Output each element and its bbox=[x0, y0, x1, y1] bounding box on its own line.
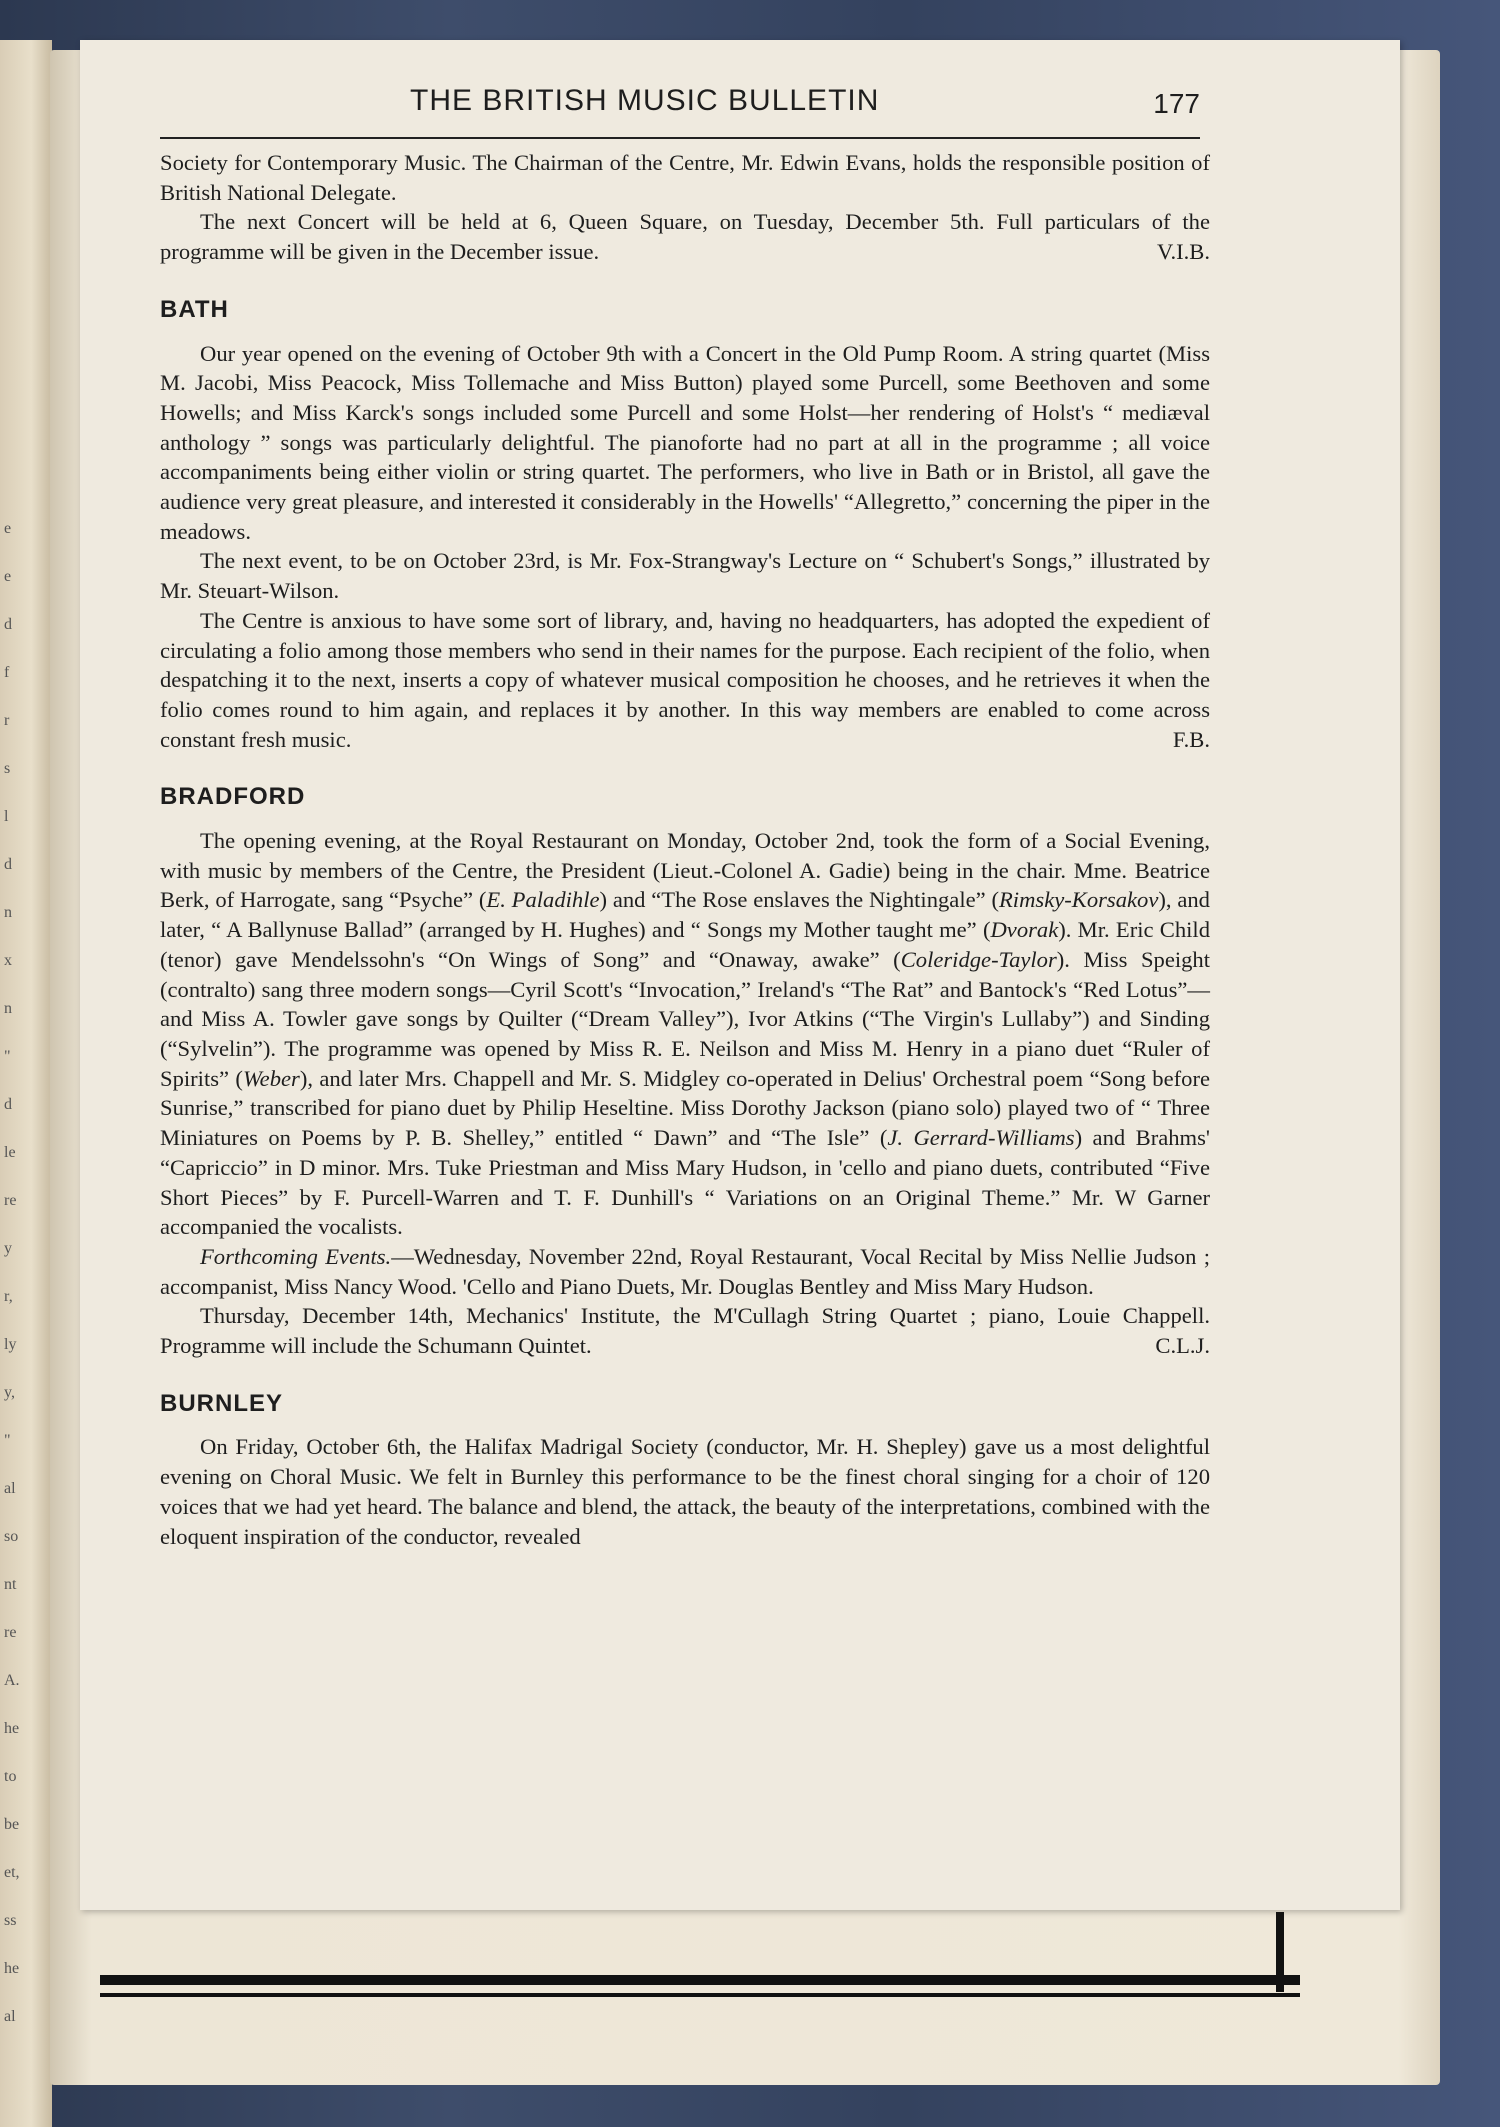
left-page-fragment: ss bbox=[4, 1912, 17, 1929]
left-page-fragment: n bbox=[4, 1000, 12, 1017]
left-page-fragment: e bbox=[4, 520, 12, 537]
heading-bath: BATH bbox=[160, 295, 229, 323]
left-page-fragment: re bbox=[4, 1624, 17, 1641]
left-page-fragment: y bbox=[4, 1240, 12, 1257]
bradford-paragraph-2: Forthcoming Events.—Wednesday, November 22nd, Royal Restaurant, Vocal Recital by Miss Nellie Judson ; accompanist, Miss Nancy Wood. 'Cello and Piano Duets, Mr. Douglas Bentley and Miss Mary Hudson. bbox=[160, 1243, 1210, 1299]
left-page-fragment: r bbox=[4, 712, 10, 729]
left-page-fragment: d bbox=[4, 856, 12, 873]
left-page-fragment: so bbox=[4, 1528, 19, 1545]
left-page-fragment: f bbox=[4, 664, 10, 681]
left-page-fragment: be bbox=[4, 1816, 20, 1833]
page-number: 177 bbox=[1153, 88, 1200, 119]
bath-signature: F.B. bbox=[1172, 726, 1210, 752]
bottom-rule-right bbox=[1276, 1912, 1284, 1992]
running-title: THE BRITISH MUSIC BULLETIN bbox=[410, 84, 880, 117]
left-page-fragment: re bbox=[4, 1192, 17, 1209]
left-page-fragment: al bbox=[4, 2008, 16, 2025]
heading-burnley: BURNLEY bbox=[160, 1389, 284, 1417]
left-page-edge bbox=[0, 40, 52, 2127]
header-rule bbox=[160, 137, 1200, 139]
burnley-paragraph-1: On Friday, October 6th, the Halifax Madrigal Society (conductor, Mr. H. Shepley) gave us a most delightful evening on Choral Music. We felt in Burnley this performance to be the finest choral singing for a choir of 120 voices that we had yet heard. The balance and blend, the attack, the beauty of the interpretations, combined with the eloquent inspiration of the conductor, revealed bbox=[160, 1434, 1210, 1549]
left-page-fragment: to bbox=[4, 1768, 17, 1785]
left-page-fragment: ly bbox=[4, 1336, 17, 1353]
intro-paragraph-1: Society for Contemporary Music. The Chairman of the Centre, Mr. Edwin Evans, holds the responsible position of British National Delegate. bbox=[160, 150, 1210, 205]
heading-bradford: BRADFORD bbox=[160, 783, 306, 811]
bradford-paragraph-3: Thursday, December 14th, Mechanics' Institute, the M'Cullagh String Quartet ; piano, Louie Chappell. Programme will include the Schumann Quintet. C.L.J. bbox=[160, 1301, 1210, 1360]
left-page-fragment: le bbox=[4, 1144, 16, 1161]
left-page-fragment: n bbox=[4, 904, 12, 921]
bath-paragraph-1: Our year opened on the evening of October 9th with a Concert in the Old Pump Room. A string quartet (Miss M. Jacobi, Miss Peacock, Miss Tollemache and Miss Button) played some Purcell, some Beethoven and some Howells; and Miss Karck's songs included some Purcell and some Holst—her rendering of Holst's “ mediæval anthology ” songs was particularly delightful. The pianoforte had no part at all in the programme ; all voice accompaniments being either violin or string quartet. The performers, who live in Bath or in Bristol, all gave the audience very great pleasure, and interested it considerably in the Howells' “Allegretto,” concerning the piper in the meadows. bbox=[160, 340, 1210, 544]
left-page-fragment: y, bbox=[4, 1384, 15, 1401]
article-body bbox=[160, 148, 1210, 1551]
left-page-fragment: d bbox=[4, 1096, 12, 1113]
left-page-fragment: et, bbox=[4, 1864, 20, 1881]
left-page-fragment: e bbox=[4, 568, 12, 585]
left-page-fragment: l bbox=[4, 808, 9, 825]
bottom-rule-thick bbox=[100, 1975, 1300, 1985]
left-page-fragment: s bbox=[4, 760, 11, 777]
left-page-fragment: al bbox=[4, 1480, 16, 1497]
bath-paragraph-3: The Centre is anxious to have some sort of library, and, having no headquarters, has adopted the expedient of circulating a folio among those members who send in their names for the purpose. Each recipient of the folio, when despatching it to the next, inserts a copy of whatever musical composition he chooses, and he retrieves it when the folio comes round to him again, and replaces it by another. In this way members are enabled to come across constant fresh music. F.B. bbox=[160, 606, 1210, 755]
intro-paragraph-2: The next Concert will be held at 6, Queen Square, on Tuesday, December 5th. Full particulars of the programme will be given in the December issue. V.I.B. bbox=[160, 207, 1210, 266]
bath-paragraph-2: The next event, to be on October 23rd, is Mr. Fox-Strangway's Lecture on “ Schubert's Songs,” illustrated by Mr. Steuart-Wilson. bbox=[160, 548, 1210, 604]
left-page-fragment: nt bbox=[4, 1576, 17, 1593]
left-page-fragment: " bbox=[4, 1432, 11, 1449]
left-page-fragment: he bbox=[4, 1960, 20, 1977]
left-page-fragment: d bbox=[4, 616, 12, 633]
bottom-rule-thin bbox=[100, 1993, 1300, 1997]
left-page-fragment: x bbox=[4, 952, 12, 969]
intro-signature: V.I.B. bbox=[1157, 239, 1210, 265]
left-page-fragment: " bbox=[4, 1048, 11, 1065]
left-page-fragment: A. bbox=[4, 1672, 20, 1689]
left-page-fragment: he bbox=[4, 1720, 20, 1737]
left-page-fragment: r, bbox=[4, 1288, 13, 1305]
page-header bbox=[160, 80, 1200, 136]
bradford-signature: C.L.J. bbox=[1155, 1333, 1210, 1359]
bradford-paragraph-1: The opening evening, at the Royal Restaurant on Monday, October 2nd, took the form of a Social Evening, with music by members of the Centre, the President (Lieut.-Colonel A. Gadie) being in the chair. Mme. Beatrice Berk, of Harrogate, sang “Psyche” (E. Paladihle) and “The Rose enslaves the Nightingale” (Rimsky-Korsakov), and later, “ A Ballynuse Ballad” (arranged by H. Hughes) and “ Songs my Mother taught me” (Dvorak). Mr. Eric Child (tenor) gave Mendelssohn's “On Wings of Song” and “Onaway, awake” (Coleridge-Taylor). Miss Speight (contralto) sang three modern songs—Cyril Scott's “Invocation,” Ireland's “The Rat” and Bantock's “Red Lotus”—and Miss A. Towler gave songs by Quilter (“Dream Valley”), Ivor Atkins (“The Virgin's Lullaby”) and Sinding (“Sylvelin”). The programme was opened by Miss R. E. Neilson and Miss M. Henry in a piano duet “Ruler of Spirits” (Weber), and later Mrs. Chappell and Mr. S. Midgley co-operated in Delius' Orchestral poem “Song before Sunrise,” transcribed for piano duet by Philip Heseltine. Miss Dorothy Jackson (piano solo) played two of “ Three Miniatures on Poems by P. B. Shelley,” entitled “ Dawn” and “The Isle” (J. Gerrard-Williams) and Brahms' “Capriccio” in D minor. Mrs. Tuke Priestman and Miss Mary Hudson, in 'cello and piano duets, contributed “Five Short Pieces” by F. Purcell-Warren and T. F. Dunhill's “ Variations on an Original Theme.” Mr. W Garner accompanied the vocalists. bbox=[160, 828, 1211, 1240]
